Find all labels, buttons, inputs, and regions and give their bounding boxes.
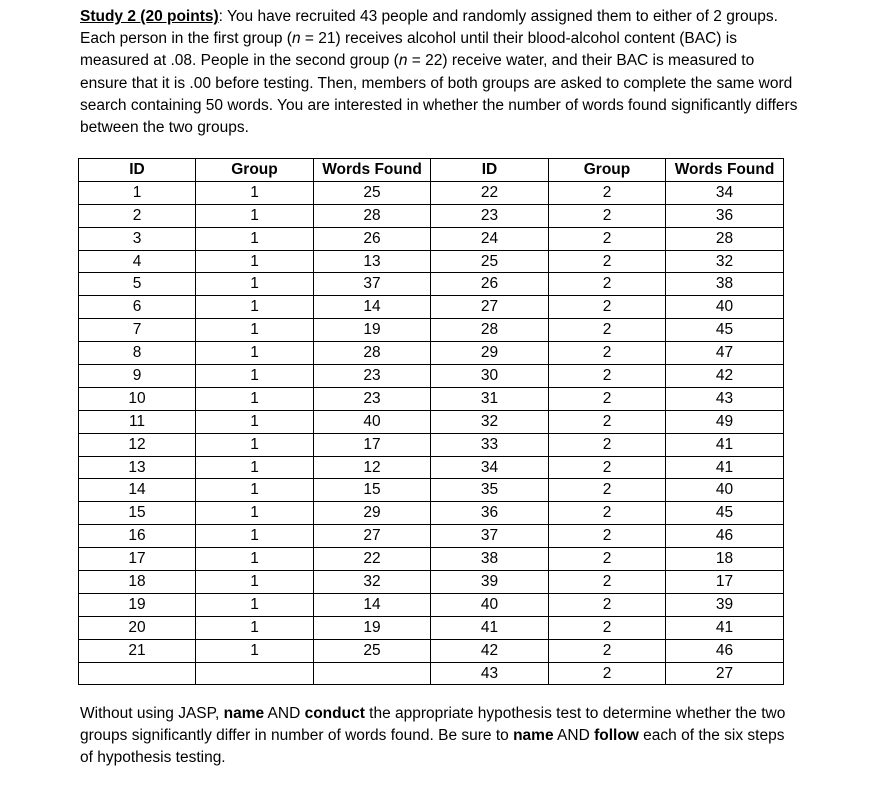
table-cell: 31: [431, 387, 549, 410]
table-cell: [79, 662, 196, 685]
table-cell: 2: [549, 227, 666, 250]
table-cell: 18: [79, 571, 196, 594]
table-cell: 2: [549, 662, 666, 685]
outro-bold-conduct: conduct: [304, 705, 365, 722]
table-cell: [314, 662, 431, 685]
table-cell: 1: [79, 181, 196, 204]
table-cell: 38: [666, 273, 784, 296]
table-row: [79, 616, 784, 639]
table-cell: 32: [314, 571, 431, 594]
table-cell: 9: [79, 365, 196, 388]
table-row: [79, 227, 784, 250]
study-heading: Study 2 (20 points): [80, 8, 219, 25]
header-words-found-2: Words Found: [666, 159, 784, 182]
outro-text-3: the appropriate hypothesis test to determine whether the two groups significantly differ in number of words found. Be sure to: [80, 705, 786, 745]
table-cell: 20: [79, 616, 196, 639]
table-cell: 2: [549, 319, 666, 342]
table-cell: 23: [431, 204, 549, 227]
table-cell: 32: [666, 250, 784, 273]
table-cell: 45: [666, 319, 784, 342]
table-row: [79, 410, 784, 433]
table-cell: 40: [431, 593, 549, 616]
table-cell: [196, 662, 314, 685]
table-cell: 37: [431, 525, 549, 548]
header-id-1: ID: [79, 159, 196, 182]
table-cell: 1: [196, 479, 314, 502]
table-cell: 21: [79, 639, 196, 662]
table-cell: 29: [314, 502, 431, 525]
table-cell: 1: [196, 571, 314, 594]
table-cell: 43: [666, 387, 784, 410]
table-cell: 1: [196, 342, 314, 365]
table-cell: 1: [196, 548, 314, 571]
table-cell: 2: [549, 204, 666, 227]
table-cell: 13: [79, 456, 196, 479]
table-cell: 14: [79, 479, 196, 502]
table-cell: 10: [79, 387, 196, 410]
table-cell: 1: [196, 250, 314, 273]
table-cell: 41: [666, 433, 784, 456]
table-cell: 40: [666, 296, 784, 319]
table-cell: 34: [666, 181, 784, 204]
table-cell: 22: [431, 181, 549, 204]
header-group-2: Group: [549, 159, 666, 182]
outro-bold-name-1: name: [223, 705, 265, 722]
table-cell: 23: [314, 387, 431, 410]
table-cell: 2: [549, 456, 666, 479]
table-cell: 42: [431, 639, 549, 662]
table-cell: 1: [196, 456, 314, 479]
table-cell: 1: [196, 204, 314, 227]
table-cell: 24: [431, 227, 549, 250]
table-cell: 1: [196, 639, 314, 662]
outro-text-1: Without using JASP,: [80, 705, 224, 722]
table-cell: 1: [196, 525, 314, 548]
table-cell: 15: [314, 479, 431, 502]
table-cell: 3: [79, 227, 196, 250]
table-cell: 43: [431, 662, 549, 685]
table-row: [79, 571, 784, 594]
table-cell: 40: [666, 479, 784, 502]
table-row: [79, 456, 784, 479]
instructions: [80, 703, 800, 770]
table-cell: 2: [549, 433, 666, 456]
table-cell: 1: [196, 616, 314, 639]
table-cell: 34: [431, 456, 549, 479]
table-cell: 1: [196, 227, 314, 250]
table-cell: 1: [196, 319, 314, 342]
table-row: [79, 365, 784, 388]
table-row: [79, 204, 784, 227]
table-cell: 26: [431, 273, 549, 296]
table-cell: 39: [666, 593, 784, 616]
table-cell: 2: [549, 548, 666, 571]
table-cell: 25: [314, 639, 431, 662]
table-cell: 2: [549, 273, 666, 296]
table-cell: 29: [431, 342, 549, 365]
table-row: [79, 342, 784, 365]
heading-colon: :: [218, 8, 223, 25]
outro-bold-name-2: name: [513, 727, 554, 745]
table-cell: 37: [314, 273, 431, 296]
outro-text-4: AND: [553, 727, 595, 745]
table-cell: 23: [314, 365, 431, 388]
table-cell: 2: [549, 181, 666, 204]
table-row: [79, 662, 784, 685]
table-cell: 2: [549, 616, 666, 639]
table-cell: 1: [196, 296, 314, 319]
table-header-row: [79, 159, 784, 182]
table-body: [79, 181, 784, 685]
table-cell: 4: [79, 250, 196, 273]
table-cell: 1: [196, 593, 314, 616]
table-cell: 19: [314, 616, 431, 639]
header-words-found-1: Words Found: [314, 159, 431, 182]
table-cell: 1: [196, 387, 314, 410]
table-row: [79, 479, 784, 502]
table-cell: 17: [314, 433, 431, 456]
table-cell: 2: [549, 639, 666, 662]
table-cell: 2: [549, 571, 666, 594]
table-cell: 2: [549, 410, 666, 433]
table-cell: 17: [666, 571, 784, 594]
table-cell: 12: [79, 433, 196, 456]
table-cell: 36: [666, 204, 784, 227]
table-row: [79, 548, 784, 571]
table-cell: 14: [314, 593, 431, 616]
table-cell: 27: [666, 662, 784, 685]
table-cell: 1: [196, 433, 314, 456]
table-cell: 1: [196, 502, 314, 525]
table-cell: 45: [666, 502, 784, 525]
table-cell: 2: [549, 502, 666, 525]
table-cell: 33: [431, 433, 549, 456]
table-cell: 38: [431, 548, 549, 571]
table-cell: 27: [314, 525, 431, 548]
table-row: [79, 502, 784, 525]
table-cell: 27: [431, 296, 549, 319]
study-intro: [80, 6, 800, 139]
table-cell: 1: [196, 410, 314, 433]
intro-text-2: = 21) receives alcohol until their blood-alcohol content (BAC) is measured at .08. People in the second group (: [80, 30, 737, 70]
table-cell: 49: [666, 410, 784, 433]
table-row: [79, 387, 784, 410]
table-cell: 2: [79, 204, 196, 227]
table-cell: 25: [431, 250, 549, 273]
table-cell: 16: [79, 525, 196, 548]
table-cell: 30: [431, 365, 549, 388]
data-table: [78, 158, 784, 685]
table-cell: 2: [549, 593, 666, 616]
table-row: [79, 593, 784, 616]
table-cell: 2: [549, 525, 666, 548]
table-cell: 2: [549, 365, 666, 388]
table-cell: 5: [79, 273, 196, 296]
outro-text-5: each of the six steps of hypothesis testing.: [80, 727, 785, 767]
table-cell: 39: [431, 571, 549, 594]
table-row: [79, 319, 784, 342]
table-cell: 19: [79, 593, 196, 616]
table-row: [79, 250, 784, 273]
table-cell: 28: [431, 319, 549, 342]
table-row: [79, 525, 784, 548]
n2-variable: n: [398, 52, 408, 70]
table-row: [79, 639, 784, 662]
intro-text-3: = 22) receive water, and their BAC is measured to ensure that it is .00 before testing. Then, members of both groups are asked to complete the same word search containing 50 words. You are interested in whether the number of words found significantly differs between the two groups.: [80, 52, 798, 137]
table-cell: 22: [314, 548, 431, 571]
table-cell: 1: [196, 365, 314, 388]
table-cell: 1: [196, 181, 314, 204]
n1-variable: n: [291, 30, 301, 48]
table-cell: 25: [314, 181, 431, 204]
table-row: [79, 273, 784, 296]
outro-bold-follow: follow: [594, 727, 639, 745]
table-cell: 41: [431, 616, 549, 639]
table-cell: 2: [549, 342, 666, 365]
table-cell: 17: [79, 548, 196, 571]
header-group-1: Group: [196, 159, 314, 182]
table-cell: 41: [666, 456, 784, 479]
table-cell: 1: [196, 273, 314, 296]
table-row: [79, 181, 784, 204]
table-row: [79, 433, 784, 456]
table-cell: 41: [666, 616, 784, 639]
table-cell: 40: [314, 410, 431, 433]
table-cell: 46: [666, 639, 784, 662]
header-id-2: ID: [431, 159, 549, 182]
table-cell: 8: [79, 342, 196, 365]
table-cell: 2: [549, 250, 666, 273]
table-cell: 19: [314, 319, 431, 342]
table-row: [79, 296, 784, 319]
table-cell: 13: [314, 250, 431, 273]
table-cell: 18: [666, 548, 784, 571]
table-cell: 36: [431, 502, 549, 525]
table-cell: 7: [79, 319, 196, 342]
table-cell: 6: [79, 296, 196, 319]
table-cell: 2: [549, 296, 666, 319]
table-cell: 42: [666, 365, 784, 388]
table-cell: 47: [666, 342, 784, 365]
table-cell: 15: [79, 502, 196, 525]
outro-text-2: AND: [264, 705, 305, 722]
table-cell: 32: [431, 410, 549, 433]
table-cell: 46: [666, 525, 784, 548]
table-cell: 2: [549, 479, 666, 502]
table-cell: 26: [314, 227, 431, 250]
table-cell: 11: [79, 410, 196, 433]
table-cell: 14: [314, 296, 431, 319]
table-cell: 28: [314, 204, 431, 227]
table-cell: 28: [666, 227, 784, 250]
intro-text-1: You have recruited 43 people and randomly assigned them to either of 2 groups. Each person in the first group (: [80, 8, 778, 48]
table-cell: 2: [549, 387, 666, 410]
table-cell: 28: [314, 342, 431, 365]
table-cell: 12: [314, 456, 431, 479]
table-cell: 35: [431, 479, 549, 502]
